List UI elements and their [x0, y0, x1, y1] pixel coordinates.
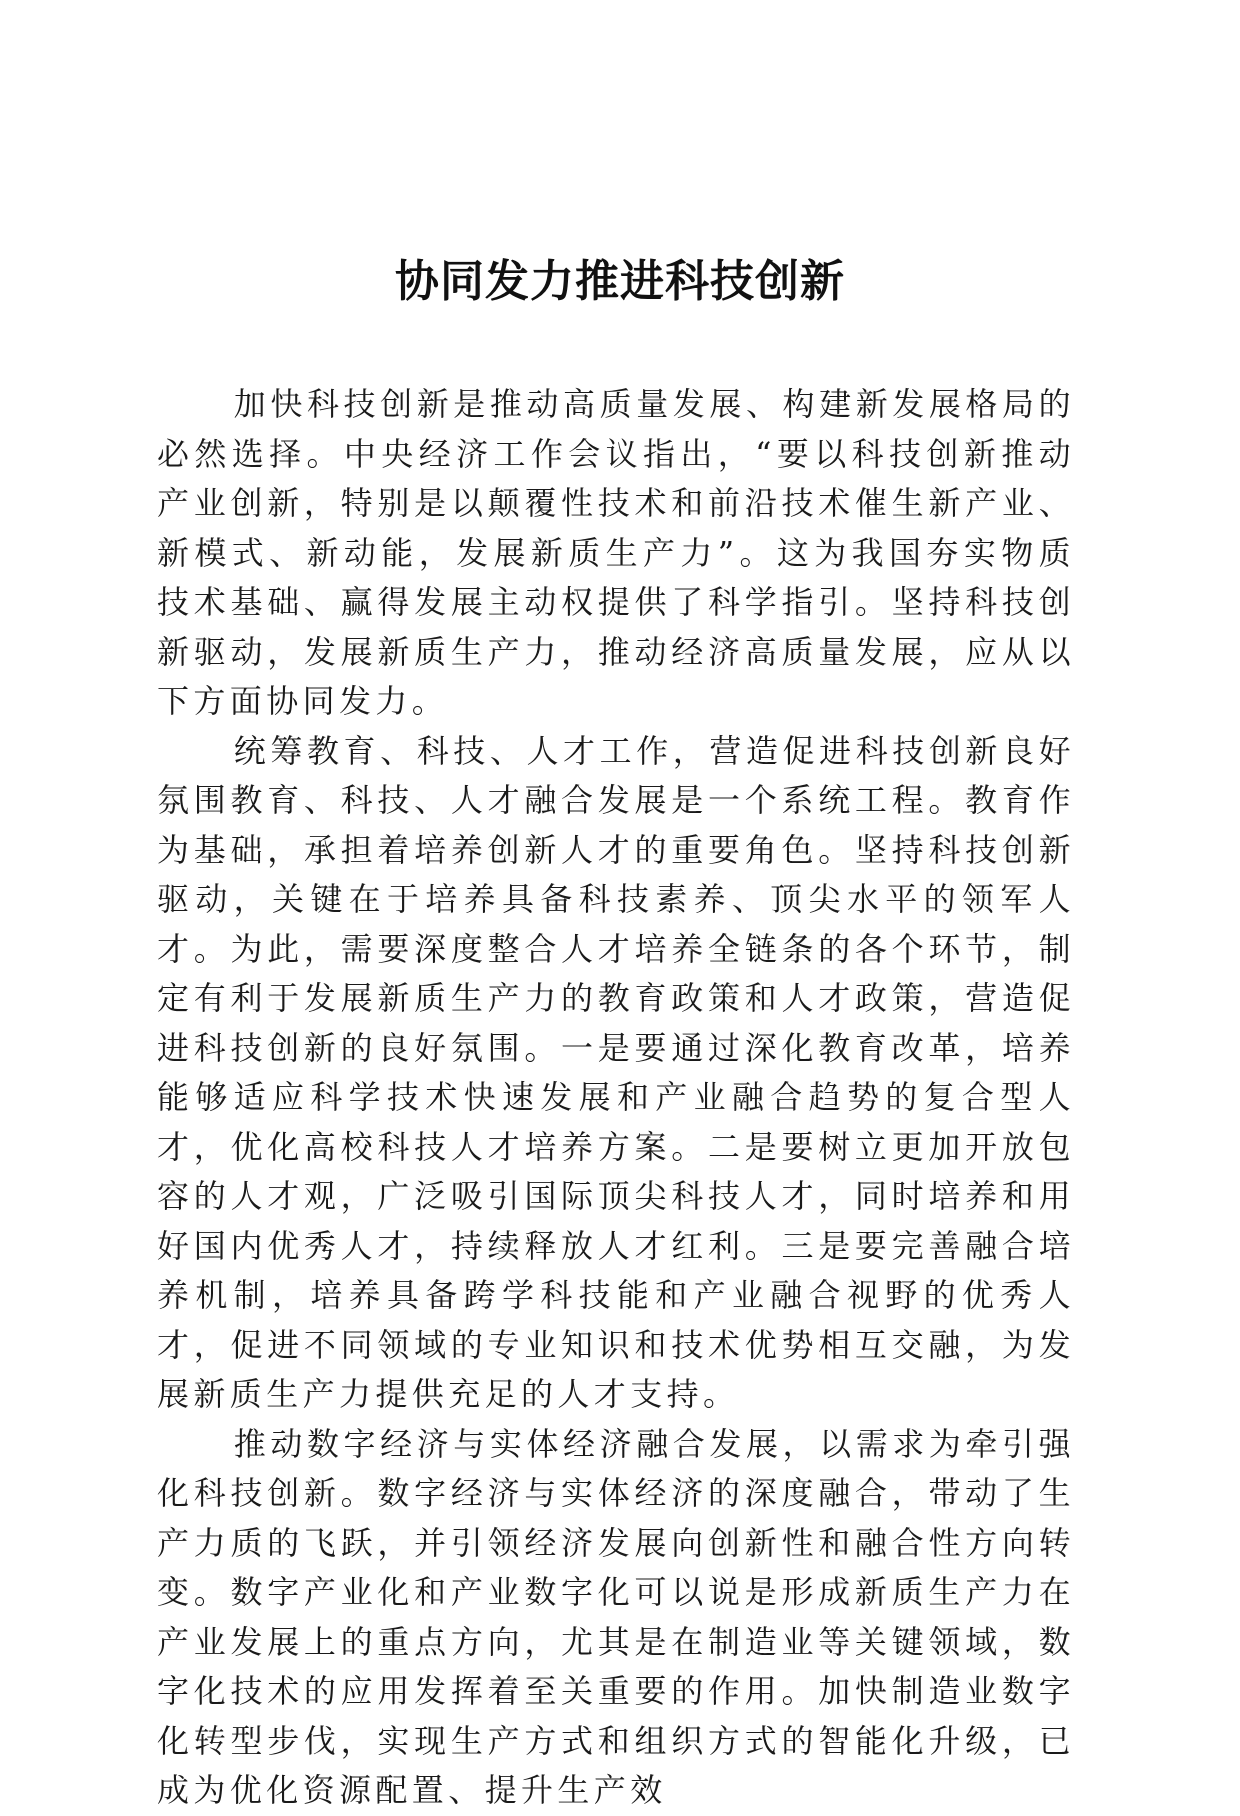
paragraph-education: 统筹教育、科技、人才工作，营造促进科技创新良好氛围教育、科技、人才融合发展是一个系统工程。教育作为基础，承担着培养创新人才的重要角色。坚持科技创新驱动，关键在于培养具备科技素养、顶尖水平的领军人才。为此，需要深度整合人才培养全链条的各个环节，制定有利于发展新质生产力的教育政策和人才政策，营造促进科技创新的良好氛围。一是要通过深化教育改革，培养能够适应科学技术快速发展和产业融合趋势的复合型人才，优化高校科技人才培养方案。二是要树立更加开放包容的人才观，广泛吸引国际顶尖科技人才，同时培养和用好国内优秀人才，持续释放人才红利。三是要完善融合培养机制，培养具备跨学科技能和产业融合视野的优秀人才，促进不同领域的专业知识和技术优势相互交融，为发展新质生产力提供充足的人才支持。 [157, 731, 1075, 1413]
page-title: 协同发力推进科技创新 [395, 256, 845, 307]
paragraph-intro: 加快科技创新是推动高质量发展、构建新发展格局的必然选择。中央经济工作会议指出，“要以科技创新推动产业创新，特别是以颠覆性技术和前沿技术催生新产业、新模式、新动能，发展新质生产力”。这为我国夯实物质技术基础、赢得发展主动权提供了科学指引。坚持科技创新驱动，发展新质生产力，推动经济高质量发展，应从以下方面协同发力。 [157, 385, 1075, 720]
paragraph-digital-economy: 推动数字经济与实体经济融合发展，以需求为牵引强化科技创新。数字经济与实体经济的深度融合，带动了生产力质的飞跃，并引领经济发展向创新性和融合性方向转变。数字产业化和产业数字化可以说是形成新质生产力在产业发展上的重点方向，尤其是在制造业等关键领域，数字化技术的应用发挥着至关重要的作用。加快制造业数字化转型步伐，实现生产方式和组织方式的智能化升级，已成为优化资源配置、提升生产效 [157, 1424, 1075, 1809]
article-body [157, 380, 1075, 1816]
